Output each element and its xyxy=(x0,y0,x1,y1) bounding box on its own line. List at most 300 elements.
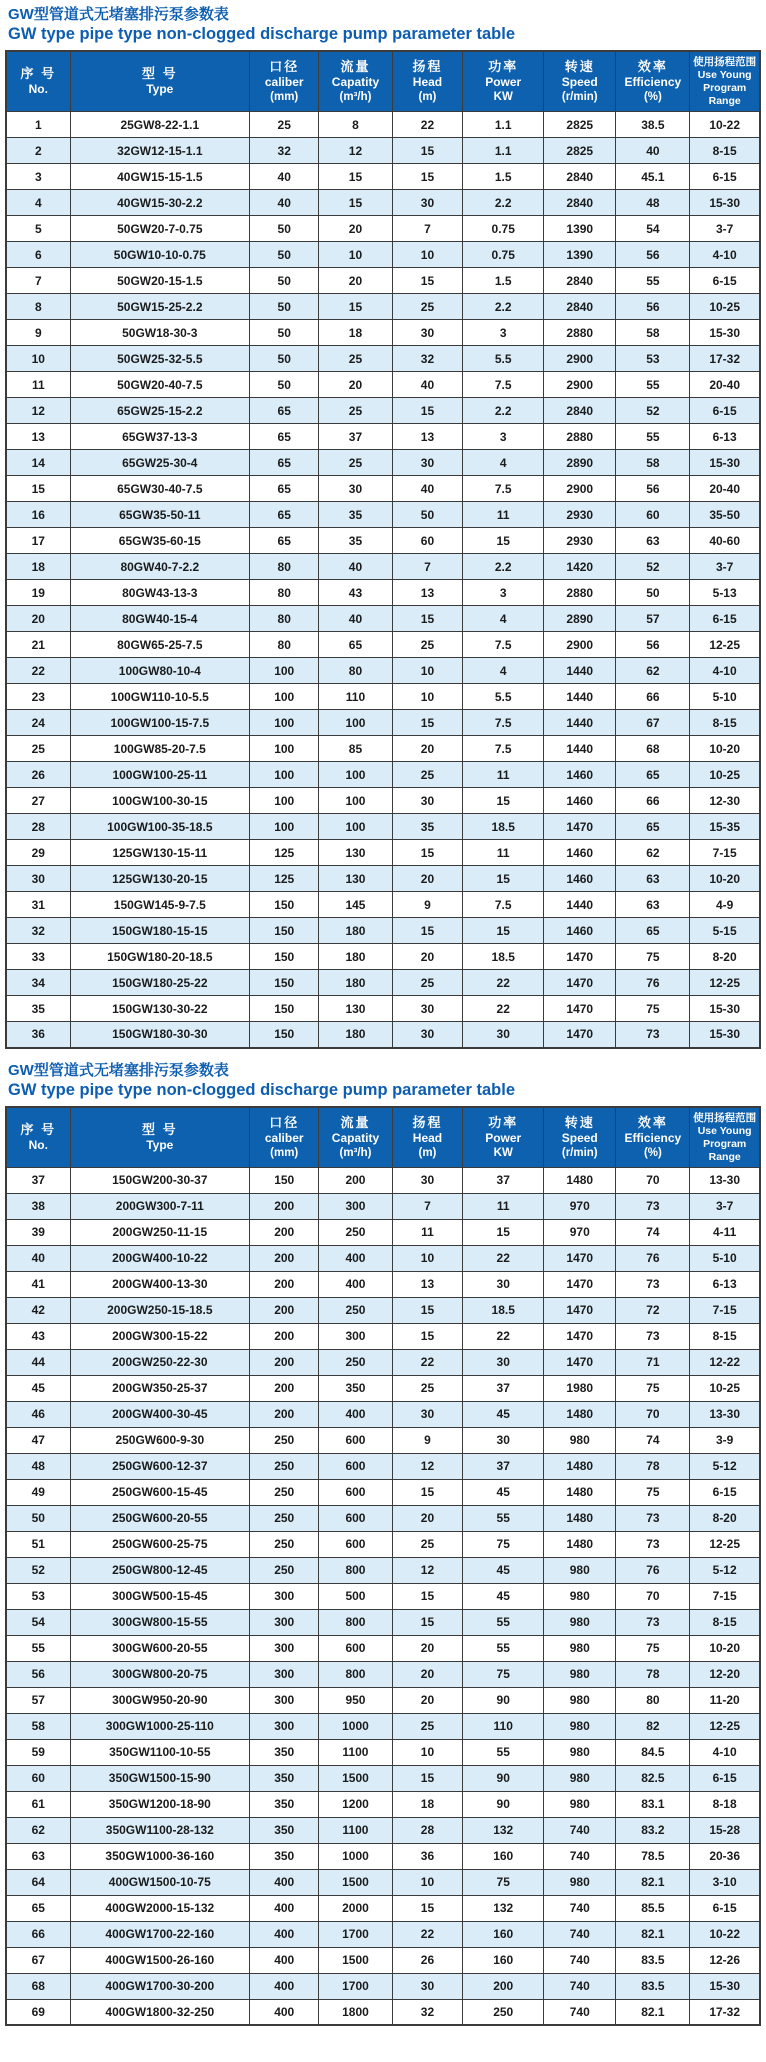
cell-caliber: 100 xyxy=(250,762,319,788)
cell-range: 10-25 xyxy=(690,762,760,788)
cell-range: 4-10 xyxy=(690,242,760,268)
cell-range: 15-35 xyxy=(690,814,760,840)
cell-type: 350GW1500-15-90 xyxy=(70,1765,249,1791)
cell-power: 45 xyxy=(463,1557,544,1583)
table-row xyxy=(6,684,760,710)
cell-capacity: 65 xyxy=(319,632,392,658)
cell-efficiency: 50 xyxy=(616,580,690,606)
cell-head: 30 xyxy=(392,1973,463,1999)
cell-caliber: 80 xyxy=(250,632,319,658)
cell-efficiency: 54 xyxy=(616,216,690,242)
cell-caliber: 150 xyxy=(250,918,319,944)
table-row xyxy=(6,1609,760,1635)
cell-range: 12-25 xyxy=(690,1531,760,1557)
cell-caliber: 200 xyxy=(250,1271,319,1297)
pump-table-section-2 xyxy=(5,1061,761,2027)
cell-caliber: 100 xyxy=(250,658,319,684)
cell-no: 52 xyxy=(6,1557,70,1583)
cell-caliber: 300 xyxy=(250,1713,319,1739)
cell-capacity: 350 xyxy=(319,1375,392,1401)
cell-type: 65GW25-30-4 xyxy=(70,450,249,476)
cell-power: 4 xyxy=(463,606,544,632)
cell-type: 200GW400-10-22 xyxy=(70,1245,249,1271)
cell-head: 22 xyxy=(392,1921,463,1947)
table-title-zh: GW型管道式无堵塞排污泵参数表 xyxy=(8,6,229,23)
cell-power: 160 xyxy=(463,1947,544,1973)
cell-speed: 1470 xyxy=(544,1323,616,1349)
cell-caliber: 150 xyxy=(250,1167,319,1193)
cell-type: 50GW20-15-1.5 xyxy=(70,268,249,294)
cell-caliber: 65 xyxy=(250,502,319,528)
cell-caliber: 350 xyxy=(250,1765,319,1791)
cell-capacity: 43 xyxy=(319,580,392,606)
cell-capacity: 130 xyxy=(319,866,392,892)
cell-range: 20-40 xyxy=(690,476,760,502)
cell-capacity: 8 xyxy=(319,112,392,138)
cell-type: 25GW8-22-1.1 xyxy=(70,112,249,138)
cell-efficiency: 75 xyxy=(616,1479,690,1505)
cell-speed: 2840 xyxy=(544,164,616,190)
table-row xyxy=(6,1999,760,2025)
cell-efficiency: 76 xyxy=(616,970,690,996)
cell-speed: 1460 xyxy=(544,788,616,814)
cell-range: 4-10 xyxy=(690,658,760,684)
cell-efficiency: 62 xyxy=(616,658,690,684)
cell-caliber: 100 xyxy=(250,788,319,814)
cell-type: 200GW400-13-30 xyxy=(70,1271,249,1297)
cell-power: 30 xyxy=(463,1022,544,1048)
cell-speed: 1470 xyxy=(544,1245,616,1271)
cell-no: 36 xyxy=(6,1022,70,1048)
cell-efficiency: 82.1 xyxy=(616,1869,690,1895)
cell-efficiency: 75 xyxy=(616,944,690,970)
table-title-en: GW type pipe type non-clogged discharge pump parameter table xyxy=(8,1080,515,1099)
column-header-capacity: 流量 Capatity (m³/h) xyxy=(319,51,392,112)
cell-no: 61 xyxy=(6,1791,70,1817)
cell-efficiency: 58 xyxy=(616,320,690,346)
cell-caliber: 200 xyxy=(250,1401,319,1427)
cell-head: 10 xyxy=(392,684,463,710)
cell-efficiency: 75 xyxy=(616,1635,690,1661)
cell-type: 300GW500-15-45 xyxy=(70,1583,249,1609)
cell-caliber: 50 xyxy=(250,216,319,242)
cell-capacity: 18 xyxy=(319,320,392,346)
cell-speed: 1440 xyxy=(544,684,616,710)
cell-type: 300GW950-20-90 xyxy=(70,1687,249,1713)
cell-range: 12-25 xyxy=(690,632,760,658)
cell-power: 7.5 xyxy=(463,710,544,736)
cell-capacity: 800 xyxy=(319,1661,392,1687)
cell-power: 15 xyxy=(463,788,544,814)
cell-power: 7.5 xyxy=(463,892,544,918)
table-row xyxy=(6,398,760,424)
cell-speed: 1480 xyxy=(544,1167,616,1193)
cell-head: 32 xyxy=(392,346,463,372)
cell-no: 29 xyxy=(6,840,70,866)
cell-no: 35 xyxy=(6,996,70,1022)
cell-caliber: 400 xyxy=(250,1869,319,1895)
cell-type: 100GW100-25-11 xyxy=(70,762,249,788)
cell-head: 30 xyxy=(392,1401,463,1427)
table-row xyxy=(6,1479,760,1505)
cell-efficiency: 85.5 xyxy=(616,1895,690,1921)
cell-type: 125GW130-20-15 xyxy=(70,866,249,892)
cell-head: 20 xyxy=(392,866,463,892)
cell-type: 150GW130-30-22 xyxy=(70,996,249,1022)
cell-power: 55 xyxy=(463,1635,544,1661)
cell-type: 350GW1100-28-132 xyxy=(70,1817,249,1843)
cell-range: 6-15 xyxy=(690,606,760,632)
cell-no: 12 xyxy=(6,398,70,424)
cell-no: 49 xyxy=(6,1479,70,1505)
cell-caliber: 250 xyxy=(250,1479,319,1505)
cell-capacity: 100 xyxy=(319,762,392,788)
cell-type: 32GW12-15-1.1 xyxy=(70,138,249,164)
cell-speed: 1480 xyxy=(544,1401,616,1427)
cell-efficiency: 76 xyxy=(616,1557,690,1583)
table-row xyxy=(6,866,760,892)
cell-type: 400GW1700-22-160 xyxy=(70,1921,249,1947)
cell-head: 30 xyxy=(392,996,463,1022)
cell-type: 80GW40-15-4 xyxy=(70,606,249,632)
table-row xyxy=(6,892,760,918)
cell-no: 39 xyxy=(6,1219,70,1245)
cell-efficiency: 70 xyxy=(616,1401,690,1427)
cell-capacity: 180 xyxy=(319,1022,392,1048)
table-row xyxy=(6,1895,760,1921)
cell-type: 150GW180-25-22 xyxy=(70,970,249,996)
cell-no: 65 xyxy=(6,1895,70,1921)
cell-head: 20 xyxy=(392,1505,463,1531)
cell-efficiency: 73 xyxy=(616,1609,690,1635)
cell-speed: 2930 xyxy=(544,502,616,528)
cell-type: 250GW600-9-30 xyxy=(70,1427,249,1453)
cell-head: 12 xyxy=(392,1557,463,1583)
table-row xyxy=(6,1193,760,1219)
cell-range: 20-40 xyxy=(690,372,760,398)
cell-range: 7-15 xyxy=(690,1297,760,1323)
cell-head: 15 xyxy=(392,1765,463,1791)
cell-head: 15 xyxy=(392,710,463,736)
cell-speed: 1440 xyxy=(544,736,616,762)
cell-type: 150GW180-20-18.5 xyxy=(70,944,249,970)
cell-caliber: 65 xyxy=(250,476,319,502)
cell-caliber: 40 xyxy=(250,164,319,190)
cell-capacity: 80 xyxy=(319,658,392,684)
cell-type: 250GW600-25-75 xyxy=(70,1531,249,1557)
cell-speed: 2930 xyxy=(544,528,616,554)
cell-speed: 2880 xyxy=(544,580,616,606)
cell-no: 50 xyxy=(6,1505,70,1531)
cell-efficiency: 63 xyxy=(616,892,690,918)
cell-caliber: 150 xyxy=(250,1022,319,1048)
cell-power: 7.5 xyxy=(463,372,544,398)
cell-speed: 2890 xyxy=(544,450,616,476)
cell-efficiency: 68 xyxy=(616,736,690,762)
cell-range: 12-22 xyxy=(690,1349,760,1375)
cell-capacity: 1700 xyxy=(319,1973,392,1999)
cell-no: 3 xyxy=(6,164,70,190)
cell-no: 22 xyxy=(6,658,70,684)
cell-head: 10 xyxy=(392,1739,463,1765)
cell-speed: 2900 xyxy=(544,372,616,398)
cell-range: 4-10 xyxy=(690,1739,760,1765)
cell-type: 400GW1700-30-200 xyxy=(70,1973,249,1999)
table-row xyxy=(6,1947,760,1973)
cell-efficiency: 82.5 xyxy=(616,1765,690,1791)
cell-no: 26 xyxy=(6,762,70,788)
cell-power: 7.5 xyxy=(463,736,544,762)
cell-power: 5.5 xyxy=(463,684,544,710)
cell-efficiency: 74 xyxy=(616,1219,690,1245)
cell-type: 65GW35-60-15 xyxy=(70,528,249,554)
cell-speed: 2825 xyxy=(544,112,616,138)
table-row xyxy=(6,970,760,996)
cell-type: 80GW40-7-2.2 xyxy=(70,554,249,580)
cell-efficiency: 57 xyxy=(616,606,690,632)
cell-caliber: 65 xyxy=(250,398,319,424)
cell-head: 20 xyxy=(392,944,463,970)
column-header-efficiency: 效率 Efficiency (%) xyxy=(616,1107,690,1168)
cell-efficiency: 73 xyxy=(616,1022,690,1048)
cell-power: 55 xyxy=(463,1609,544,1635)
cell-caliber: 300 xyxy=(250,1609,319,1635)
cell-capacity: 15 xyxy=(319,294,392,320)
cell-power: 132 xyxy=(463,1895,544,1921)
cell-efficiency: 80 xyxy=(616,1687,690,1713)
cell-head: 15 xyxy=(392,138,463,164)
cell-head: 15 xyxy=(392,268,463,294)
cell-capacity: 250 xyxy=(319,1297,392,1323)
cell-efficiency: 56 xyxy=(616,632,690,658)
cell-head: 13 xyxy=(392,424,463,450)
table-row xyxy=(6,944,760,970)
cell-power: 75 xyxy=(463,1531,544,1557)
table-row xyxy=(6,190,760,216)
cell-capacity: 1800 xyxy=(319,1999,392,2025)
table-row xyxy=(6,502,760,528)
cell-type: 200GW250-22-30 xyxy=(70,1349,249,1375)
cell-efficiency: 82 xyxy=(616,1713,690,1739)
cell-efficiency: 55 xyxy=(616,372,690,398)
cell-type: 50GW15-25-2.2 xyxy=(70,294,249,320)
cell-no: 62 xyxy=(6,1817,70,1843)
cell-range: 8-20 xyxy=(690,1505,760,1531)
cell-no: 17 xyxy=(6,528,70,554)
cell-caliber: 350 xyxy=(250,1739,319,1765)
table-body xyxy=(6,112,760,1048)
cell-capacity: 30 xyxy=(319,476,392,502)
cell-head: 15 xyxy=(392,1323,463,1349)
cell-no: 47 xyxy=(6,1427,70,1453)
cell-caliber: 200 xyxy=(250,1375,319,1401)
cell-power: 45 xyxy=(463,1479,544,1505)
cell-range: 15-30 xyxy=(690,450,760,476)
cell-type: 400GW1800-32-250 xyxy=(70,1999,249,2025)
cell-caliber: 350 xyxy=(250,1791,319,1817)
cell-range: 4-9 xyxy=(690,892,760,918)
column-header-speed: 转速 Speed (r/min) xyxy=(544,51,616,112)
table-row xyxy=(6,1687,760,1713)
table-row xyxy=(6,1661,760,1687)
cell-speed: 1440 xyxy=(544,710,616,736)
cell-type: 400GW2000-15-132 xyxy=(70,1895,249,1921)
cell-power: 7.5 xyxy=(463,476,544,502)
cell-type: 250GW800-12-45 xyxy=(70,1557,249,1583)
cell-power: 160 xyxy=(463,1921,544,1947)
cell-power: 45 xyxy=(463,1583,544,1609)
cell-head: 40 xyxy=(392,372,463,398)
cell-speed: 980 xyxy=(544,1635,616,1661)
table-row xyxy=(6,1817,760,1843)
cell-head: 15 xyxy=(392,606,463,632)
cell-efficiency: 83.5 xyxy=(616,1973,690,1999)
table-row xyxy=(6,294,760,320)
cell-capacity: 1100 xyxy=(319,1739,392,1765)
column-header-range: 使用扬程范围 Use Young Program Range xyxy=(690,1107,760,1168)
cell-efficiency: 66 xyxy=(616,684,690,710)
table-row xyxy=(6,320,760,346)
cell-range: 10-20 xyxy=(690,736,760,762)
cell-efficiency: 78 xyxy=(616,1453,690,1479)
table-row xyxy=(6,424,760,450)
cell-speed: 980 xyxy=(544,1765,616,1791)
cell-power: 2.2 xyxy=(463,554,544,580)
cell-power: 110 xyxy=(463,1713,544,1739)
cell-range: 6-15 xyxy=(690,398,760,424)
cell-caliber: 300 xyxy=(250,1687,319,1713)
cell-power: 18.5 xyxy=(463,944,544,970)
cell-no: 69 xyxy=(6,1999,70,2025)
cell-no: 25 xyxy=(6,736,70,762)
cell-speed: 1420 xyxy=(544,554,616,580)
cell-range: 6-13 xyxy=(690,424,760,450)
cell-speed: 1460 xyxy=(544,762,616,788)
cell-head: 11 xyxy=(392,1219,463,1245)
cell-caliber: 50 xyxy=(250,294,319,320)
cell-type: 200GW300-7-11 xyxy=(70,1193,249,1219)
cell-caliber: 200 xyxy=(250,1219,319,1245)
cell-range: 40-60 xyxy=(690,528,760,554)
cell-speed: 980 xyxy=(544,1791,616,1817)
cell-capacity: 85 xyxy=(319,736,392,762)
cell-power: 3 xyxy=(463,424,544,450)
cell-caliber: 400 xyxy=(250,1973,319,1999)
cell-no: 43 xyxy=(6,1323,70,1349)
table-row xyxy=(6,372,760,398)
cell-no: 34 xyxy=(6,970,70,996)
cell-no: 13 xyxy=(6,424,70,450)
cell-caliber: 350 xyxy=(250,1817,319,1843)
cell-caliber: 80 xyxy=(250,580,319,606)
cell-capacity: 600 xyxy=(319,1427,392,1453)
cell-speed: 1470 xyxy=(544,1349,616,1375)
cell-power: 0.75 xyxy=(463,242,544,268)
table-row xyxy=(6,268,760,294)
cell-speed: 980 xyxy=(544,1583,616,1609)
cell-caliber: 50 xyxy=(250,346,319,372)
cell-efficiency: 83.1 xyxy=(616,1791,690,1817)
cell-capacity: 25 xyxy=(319,398,392,424)
cell-head: 7 xyxy=(392,1193,463,1219)
cell-capacity: 400 xyxy=(319,1245,392,1271)
cell-head: 15 xyxy=(392,1297,463,1323)
cell-type: 50GW20-40-7.5 xyxy=(70,372,249,398)
cell-type: 300GW600-20-55 xyxy=(70,1635,249,1661)
cell-capacity: 1200 xyxy=(319,1791,392,1817)
cell-range: 5-10 xyxy=(690,1245,760,1271)
cell-speed: 2840 xyxy=(544,294,616,320)
table-row xyxy=(6,554,760,580)
cell-no: 20 xyxy=(6,606,70,632)
cell-caliber: 32 xyxy=(250,138,319,164)
cell-caliber: 150 xyxy=(250,892,319,918)
cell-head: 22 xyxy=(392,1349,463,1375)
cell-power: 1.1 xyxy=(463,138,544,164)
table-row xyxy=(6,1921,760,1947)
cell-range: 8-15 xyxy=(690,1323,760,1349)
cell-caliber: 400 xyxy=(250,1895,319,1921)
cell-range: 15-30 xyxy=(690,190,760,216)
cell-caliber: 250 xyxy=(250,1453,319,1479)
cell-no: 6 xyxy=(6,242,70,268)
table-row xyxy=(6,996,760,1022)
cell-no: 64 xyxy=(6,1869,70,1895)
cell-efficiency: 56 xyxy=(616,242,690,268)
table-row xyxy=(6,1635,760,1661)
header-row xyxy=(6,51,760,112)
cell-efficiency: 56 xyxy=(616,294,690,320)
cell-speed: 740 xyxy=(544,1895,616,1921)
cell-power: 1.5 xyxy=(463,164,544,190)
cell-capacity: 40 xyxy=(319,606,392,632)
cell-head: 13 xyxy=(392,1271,463,1297)
cell-type: 100GW100-30-15 xyxy=(70,788,249,814)
cell-capacity: 25 xyxy=(319,346,392,372)
cell-no: 16 xyxy=(6,502,70,528)
cell-power: 160 xyxy=(463,1843,544,1869)
table-header xyxy=(6,51,760,112)
cell-speed: 980 xyxy=(544,1869,616,1895)
table-row xyxy=(6,788,760,814)
cell-capacity: 37 xyxy=(319,424,392,450)
cell-range: 35-50 xyxy=(690,502,760,528)
cell-speed: 2880 xyxy=(544,424,616,450)
cell-range: 6-13 xyxy=(690,1271,760,1297)
column-header-head: 扬程 Head (m) xyxy=(392,51,463,112)
table-row xyxy=(6,606,760,632)
cell-head: 15 xyxy=(392,840,463,866)
cell-range: 3-7 xyxy=(690,554,760,580)
cell-head: 15 xyxy=(392,1895,463,1921)
cell-head: 20 xyxy=(392,1687,463,1713)
cell-caliber: 300 xyxy=(250,1635,319,1661)
cell-caliber: 200 xyxy=(250,1323,319,1349)
column-header-power: 功率 Power KW xyxy=(463,51,544,112)
cell-type: 65GW37-13-3 xyxy=(70,424,249,450)
cell-type: 100GW100-35-18.5 xyxy=(70,814,249,840)
cell-capacity: 100 xyxy=(319,788,392,814)
cell-power: 15 xyxy=(463,528,544,554)
cell-efficiency: 63 xyxy=(616,528,690,554)
cell-capacity: 1500 xyxy=(319,1765,392,1791)
cell-type: 250GW600-12-37 xyxy=(70,1453,249,1479)
cell-efficiency: 48 xyxy=(616,190,690,216)
cell-caliber: 200 xyxy=(250,1193,319,1219)
cell-range: 10-20 xyxy=(690,1635,760,1661)
cell-type: 80GW65-25-7.5 xyxy=(70,632,249,658)
cell-capacity: 25 xyxy=(319,450,392,476)
